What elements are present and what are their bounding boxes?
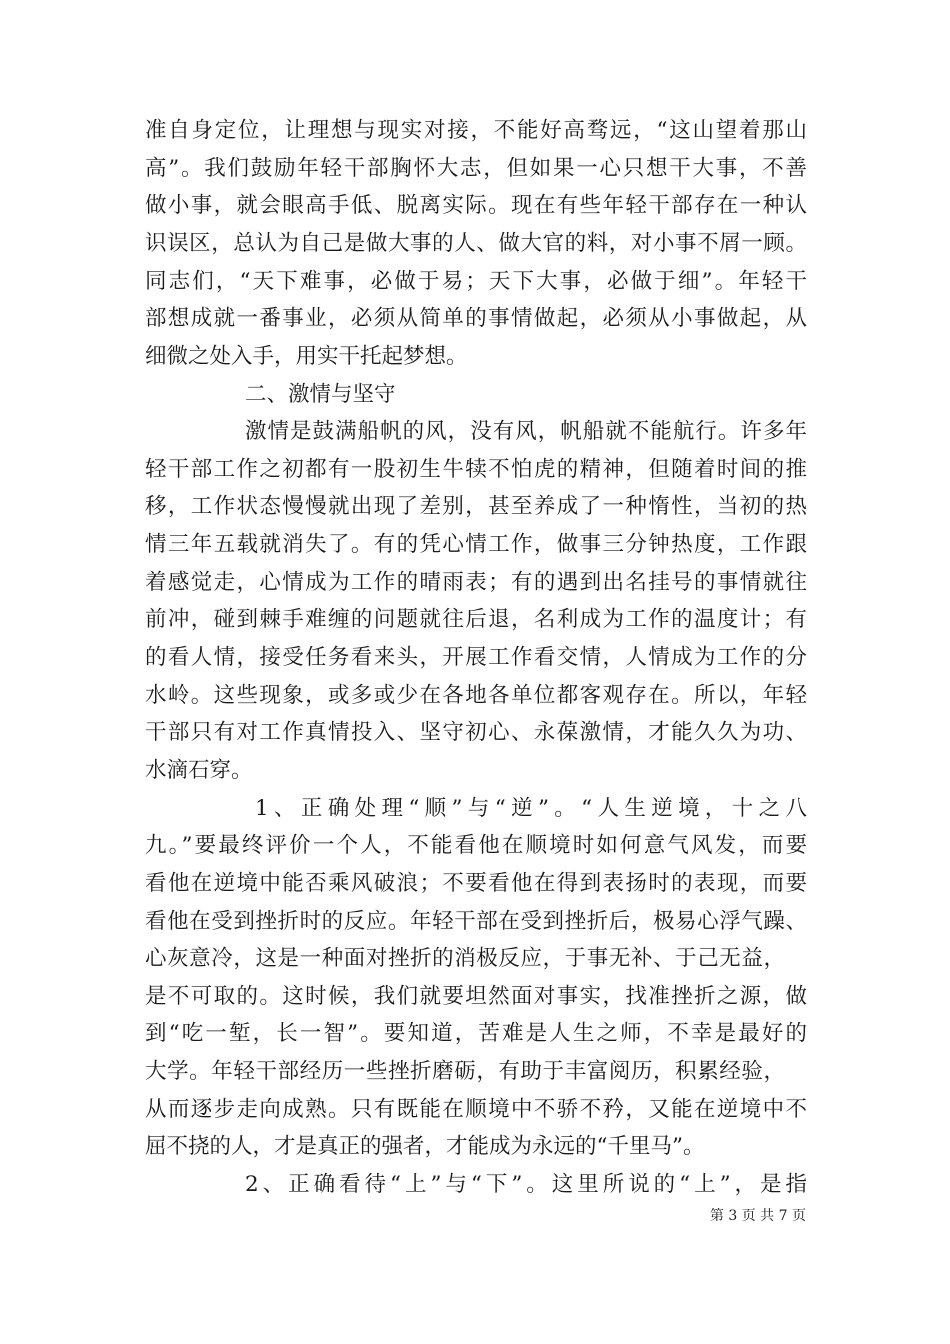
paragraph-line: 激情是鼓满船帆的风，没有风，帆船就不能航行。许多年: [245, 419, 807, 445]
paragraph-line: 的看人情，接受任务看来头，开展工作看交情，人情成为工作的分: [145, 645, 807, 670]
paragraph-line: 移，工作状态慢慢就出现了差别，甚至养成了一种惰性，当初的热: [145, 494, 807, 520]
paragraph-line: 轻干部工作之初都有一股初生牛犊不怕虎的精神，但随着时间的推: [145, 456, 807, 482]
paragraph-line: 干部只有对工作真情投入、坚守初心、永葆激情，才能久久为功、: [145, 720, 807, 746]
subsection-heading: 2、正确看待“上”与“下”。这里所说的“上”，是指: [245, 1172, 807, 1197]
paragraph-line: 部想成就一番事业，必须从简单的事情做起，必须从小事做起，从: [145, 306, 807, 332]
paragraph-line: 准自身定位，让理想与现实对接，不能好高骛远，“这山望着那山: [145, 118, 807, 143]
paragraph-line: 是不可取的。这时候，我们就要坦然面对事实，找准挫折之源，做: [145, 983, 807, 1009]
paragraph-line: 看他在受到挫折时的反应。年轻干部在受到挫折后，极易心浮气躁、: [145, 908, 807, 934]
paragraph-line: 心灰意冷，这是一种面对挫折的消极反应，于事无补、于己无益，: [145, 946, 785, 972]
paragraph-line: 前冲，碰到棘手难缠的问题就往后退，名利成为工作的温度计；有: [145, 607, 807, 633]
paragraph-line: 水滴石穿。: [145, 757, 253, 783]
paragraph-line: 着感觉走，心情成为工作的晴雨表；有的遇到出名挂号的事情就往: [145, 569, 807, 595]
paragraph-line: 到“吃一堑，长一智”。要知道，苦难是人生之师，不幸是最好的: [145, 1021, 807, 1047]
paragraph-line: 水岭。这些现象，或多或少在各地各单位都客观存在。所以，年轻: [145, 682, 807, 708]
paragraph-line: 细微之处入手，用实干托起梦想。: [145, 343, 468, 369]
paragraph-line: 从而逐步走向成熟。只有既能在顺境中不骄不矜，又能在逆境中不: [145, 1096, 807, 1122]
paragraph-line: 屈不挠的人，才是真正的强者，才能成为永远的“千里马”。: [145, 1134, 705, 1160]
paragraph-line: 看他在逆境中能否乘风破浪；不要看他在得到表扬时的表现，而要: [145, 870, 807, 896]
subsection-heading: 1、正确处理“顺”与“逆”。“人生逆境，十之八: [255, 795, 807, 821]
paragraph-line: 情三年五载就消失了。有的凭心情工作，做事三分钟热度，工作跟: [145, 532, 807, 558]
paragraph-line: 大学。年轻干部经历一些挫折磨砺，有助于丰富阅历，积累经验，: [145, 1059, 785, 1085]
paragraph-line: 同志们，“天下难事，必做于易；天下大事，必做于细”。年轻干: [145, 268, 807, 294]
paragraph-line: 识误区，总认为自己是做大事的人、做大官的料，对小事不屑一顾。: [145, 230, 807, 256]
paragraph-line: 九。”要最终评价一个人，不能看他在顺境时如何意气风发，而要: [145, 833, 807, 859]
page-footer: 第 3 页 共 7 页: [709, 1208, 806, 1224]
paragraph-line: 高”。我们鼓励年轻干部胸怀大志，但如果一心只想干大事，不善: [145, 155, 807, 181]
paragraph-line: 做小事，就会眼高手低、脱离实际。现在有些年轻干部存在一种认: [145, 193, 807, 219]
section-heading: 二、激情与坚守: [245, 381, 396, 407]
